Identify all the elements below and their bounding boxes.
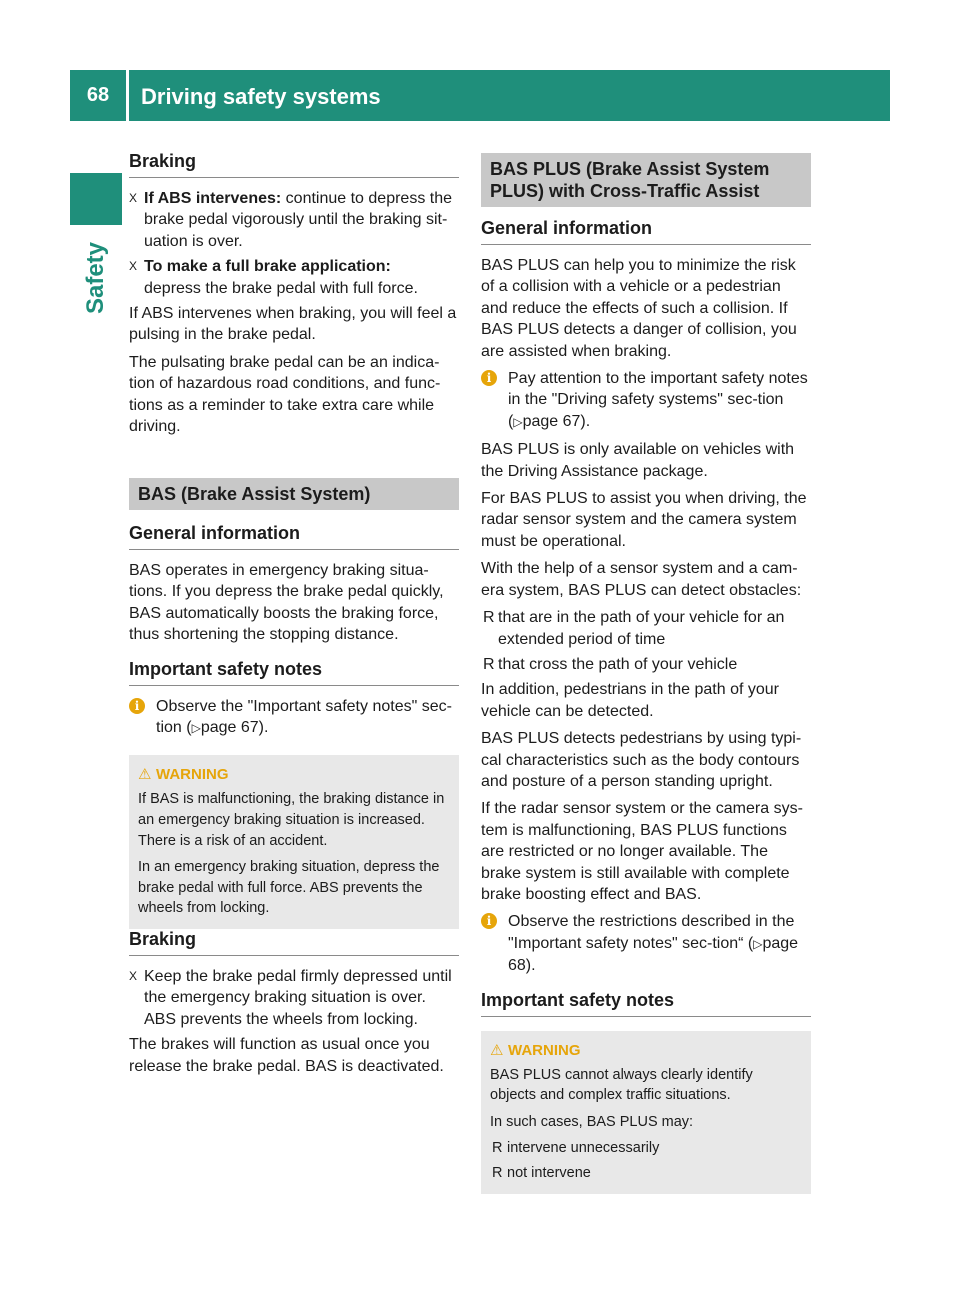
info-text: Observe the "Important safety notes" sec-tion (: [156, 697, 452, 737]
paragraph: BAS PLUS is only available on vehicles with the Driving Assistance package.: [481, 441, 795, 480]
warning-text: BAS PLUS cannot always clearly identify objects and complex traffic situations.: [490, 1066, 753, 1104]
section-tab-marker: [70, 173, 122, 225]
warning-text: In an emergency braking situation, depress the brake pedal with full force. ABS prevents the wheels from locking.: [138, 859, 440, 917]
paragraph: The pulsating brake pedal can be an indica-tion of hazardous road conditions, and func-tions as a reminder to take extra care while driving.: [129, 353, 441, 436]
info-note: [129, 696, 459, 740]
warning-triangle-icon: ⚠: [490, 1041, 504, 1059]
paragraph: With the help of a sensor system and a cam-era system, BAS PLUS can detect obstacles:: [481, 560, 802, 599]
info-icon: i: [481, 913, 497, 929]
emergency-braking-section: [129, 928, 459, 1083]
warning-label: WARNING: [156, 766, 229, 784]
paragraph: BAS PLUS detects pedestrians by using typi-cal characteristics such as the body contours and posture of a person standing upright.: [481, 730, 802, 790]
safety-notes-heading: Important safety notes: [481, 989, 811, 1017]
info-icon: i: [481, 370, 497, 386]
warning-heading: [138, 765, 450, 785]
paragraph: BAS operates in emergency braking situa-tions. If you depress the brake pedal quickly, BAS automatically boosts the braking force, thus shortening the stopping distance.: [129, 562, 444, 644]
step-text: continue to depress the brake pedal vigorously until the braking sit-uation is over.: [144, 190, 452, 250]
warning-label: WARNING: [508, 1041, 581, 1059]
braking-heading: Braking: [129, 928, 459, 956]
warning-box: [129, 755, 459, 929]
warning-triangle-icon: ⚠: [138, 766, 152, 784]
page-number: 68: [86, 84, 110, 106]
paragraph: The brakes will function as usual once you release the brake pedal. BAS is deactivated.: [129, 1036, 444, 1075]
list-item: [490, 1163, 802, 1184]
general-info-heading: General information: [129, 522, 459, 550]
instruction-step: [129, 256, 459, 299]
info-text-end: ).: [580, 412, 591, 430]
info-note: [481, 368, 811, 433]
paragraph: For BAS PLUS to assist you when driving, the radar sensor system and the camera system must be operational.: [481, 490, 807, 550]
list-item: [481, 654, 811, 675]
warning-text: If BAS is malfunctioning, the braking distance in an emergency braking situation is increased. There is a risk of an accident.: [138, 791, 445, 849]
step-arrow-icon: X: [129, 191, 138, 205]
bullet-marker: R: [492, 1164, 503, 1181]
list-item: [481, 607, 811, 650]
braking-heading: Braking: [129, 150, 459, 178]
bullet-marker: R: [483, 609, 495, 627]
warning-box: [481, 1031, 811, 1194]
bas-plus-section-title: BAS PLUS (Brake Assist System PLUS) with Cross-Traffic Assist: [481, 153, 811, 207]
list-item: [490, 1138, 802, 1159]
instruction-step: [129, 188, 459, 252]
list-item-text: that cross the path of your vehicle: [498, 655, 738, 673]
step-lead: To make a full brake application:: [144, 258, 391, 276]
chapter-title: Driving safety systems: [141, 84, 381, 109]
header-divider: [126, 70, 129, 121]
step-lead: If ABS intervenes:: [144, 190, 282, 207]
info-text: Pay attention to the important safety notes in the "Driving safety systems" sec-tion (: [508, 370, 808, 430]
info-icon: i: [129, 698, 145, 714]
page-ref-arrow-icon: ▷: [191, 721, 201, 736]
warning-text: In such cases, BAS PLUS may:: [490, 1113, 694, 1130]
list-item-text: intervene unnecessarily: [507, 1140, 660, 1157]
page-reference-link[interactable]: page 67: [200, 719, 259, 737]
page-ref-arrow-icon: ▷: [753, 936, 763, 951]
safety-notes-heading: Important safety notes: [129, 658, 459, 686]
info-text: Observe the restrictions described in the "Important safety notes" sec-tion“ (: [508, 913, 795, 952]
bullet-marker: R: [492, 1140, 503, 1157]
section-side-label: Safety: [82, 241, 109, 315]
bas-section: [129, 478, 459, 929]
bas-section-title: BAS (Brake Assist System): [129, 478, 459, 510]
step-arrow-icon: X: [129, 259, 138, 274]
bullet-marker: R: [483, 655, 495, 673]
instruction-step: [129, 966, 459, 1030]
page-reference-link[interactable]: page 68: [508, 934, 799, 975]
page-reference-link[interactable]: page 67: [522, 412, 581, 430]
general-info-heading: General information: [481, 217, 811, 245]
info-text-end: ).: [258, 719, 269, 737]
list-item-text: not intervene: [507, 1164, 591, 1181]
info-text-end: ).: [525, 957, 536, 975]
info-note: [481, 911, 811, 976]
paragraph: If the radar sensor system or the camera sys-tem is malfunctioning, BAS PLUS functions are restricted or no longer available. The brake system is still available with complete brake boosting effect and BAS.: [481, 800, 803, 903]
step-arrow-icon: X: [129, 969, 138, 983]
warning-heading: [490, 1041, 802, 1061]
bas-plus-section: [481, 153, 811, 1194]
paragraph: If ABS intervenes when braking, you will feel a pulsing in the brake pedal.: [129, 305, 457, 344]
braking-section: [129, 150, 459, 443]
step-text: Keep the brake pedal firmly depressed until the emergency braking situation is over. ABS prevents the wheels from locking.: [144, 968, 452, 1028]
paragraph: BAS PLUS can help you to minimize the risk of a collision with a vehicle or a pedestrian and reduce the effects of such a collision. If BAS PLUS detects a danger of collision, you are assisted when braking.: [481, 257, 797, 360]
list-item-text: that are in the path of your vehicle for an extended period of time: [498, 609, 785, 648]
step-text: depress the brake pedal with full force.: [144, 279, 418, 297]
paragraph: In addition, pedestrians in the path of your vehicle can be detected.: [481, 681, 779, 720]
page-ref-arrow-icon: ▷: [513, 414, 523, 429]
